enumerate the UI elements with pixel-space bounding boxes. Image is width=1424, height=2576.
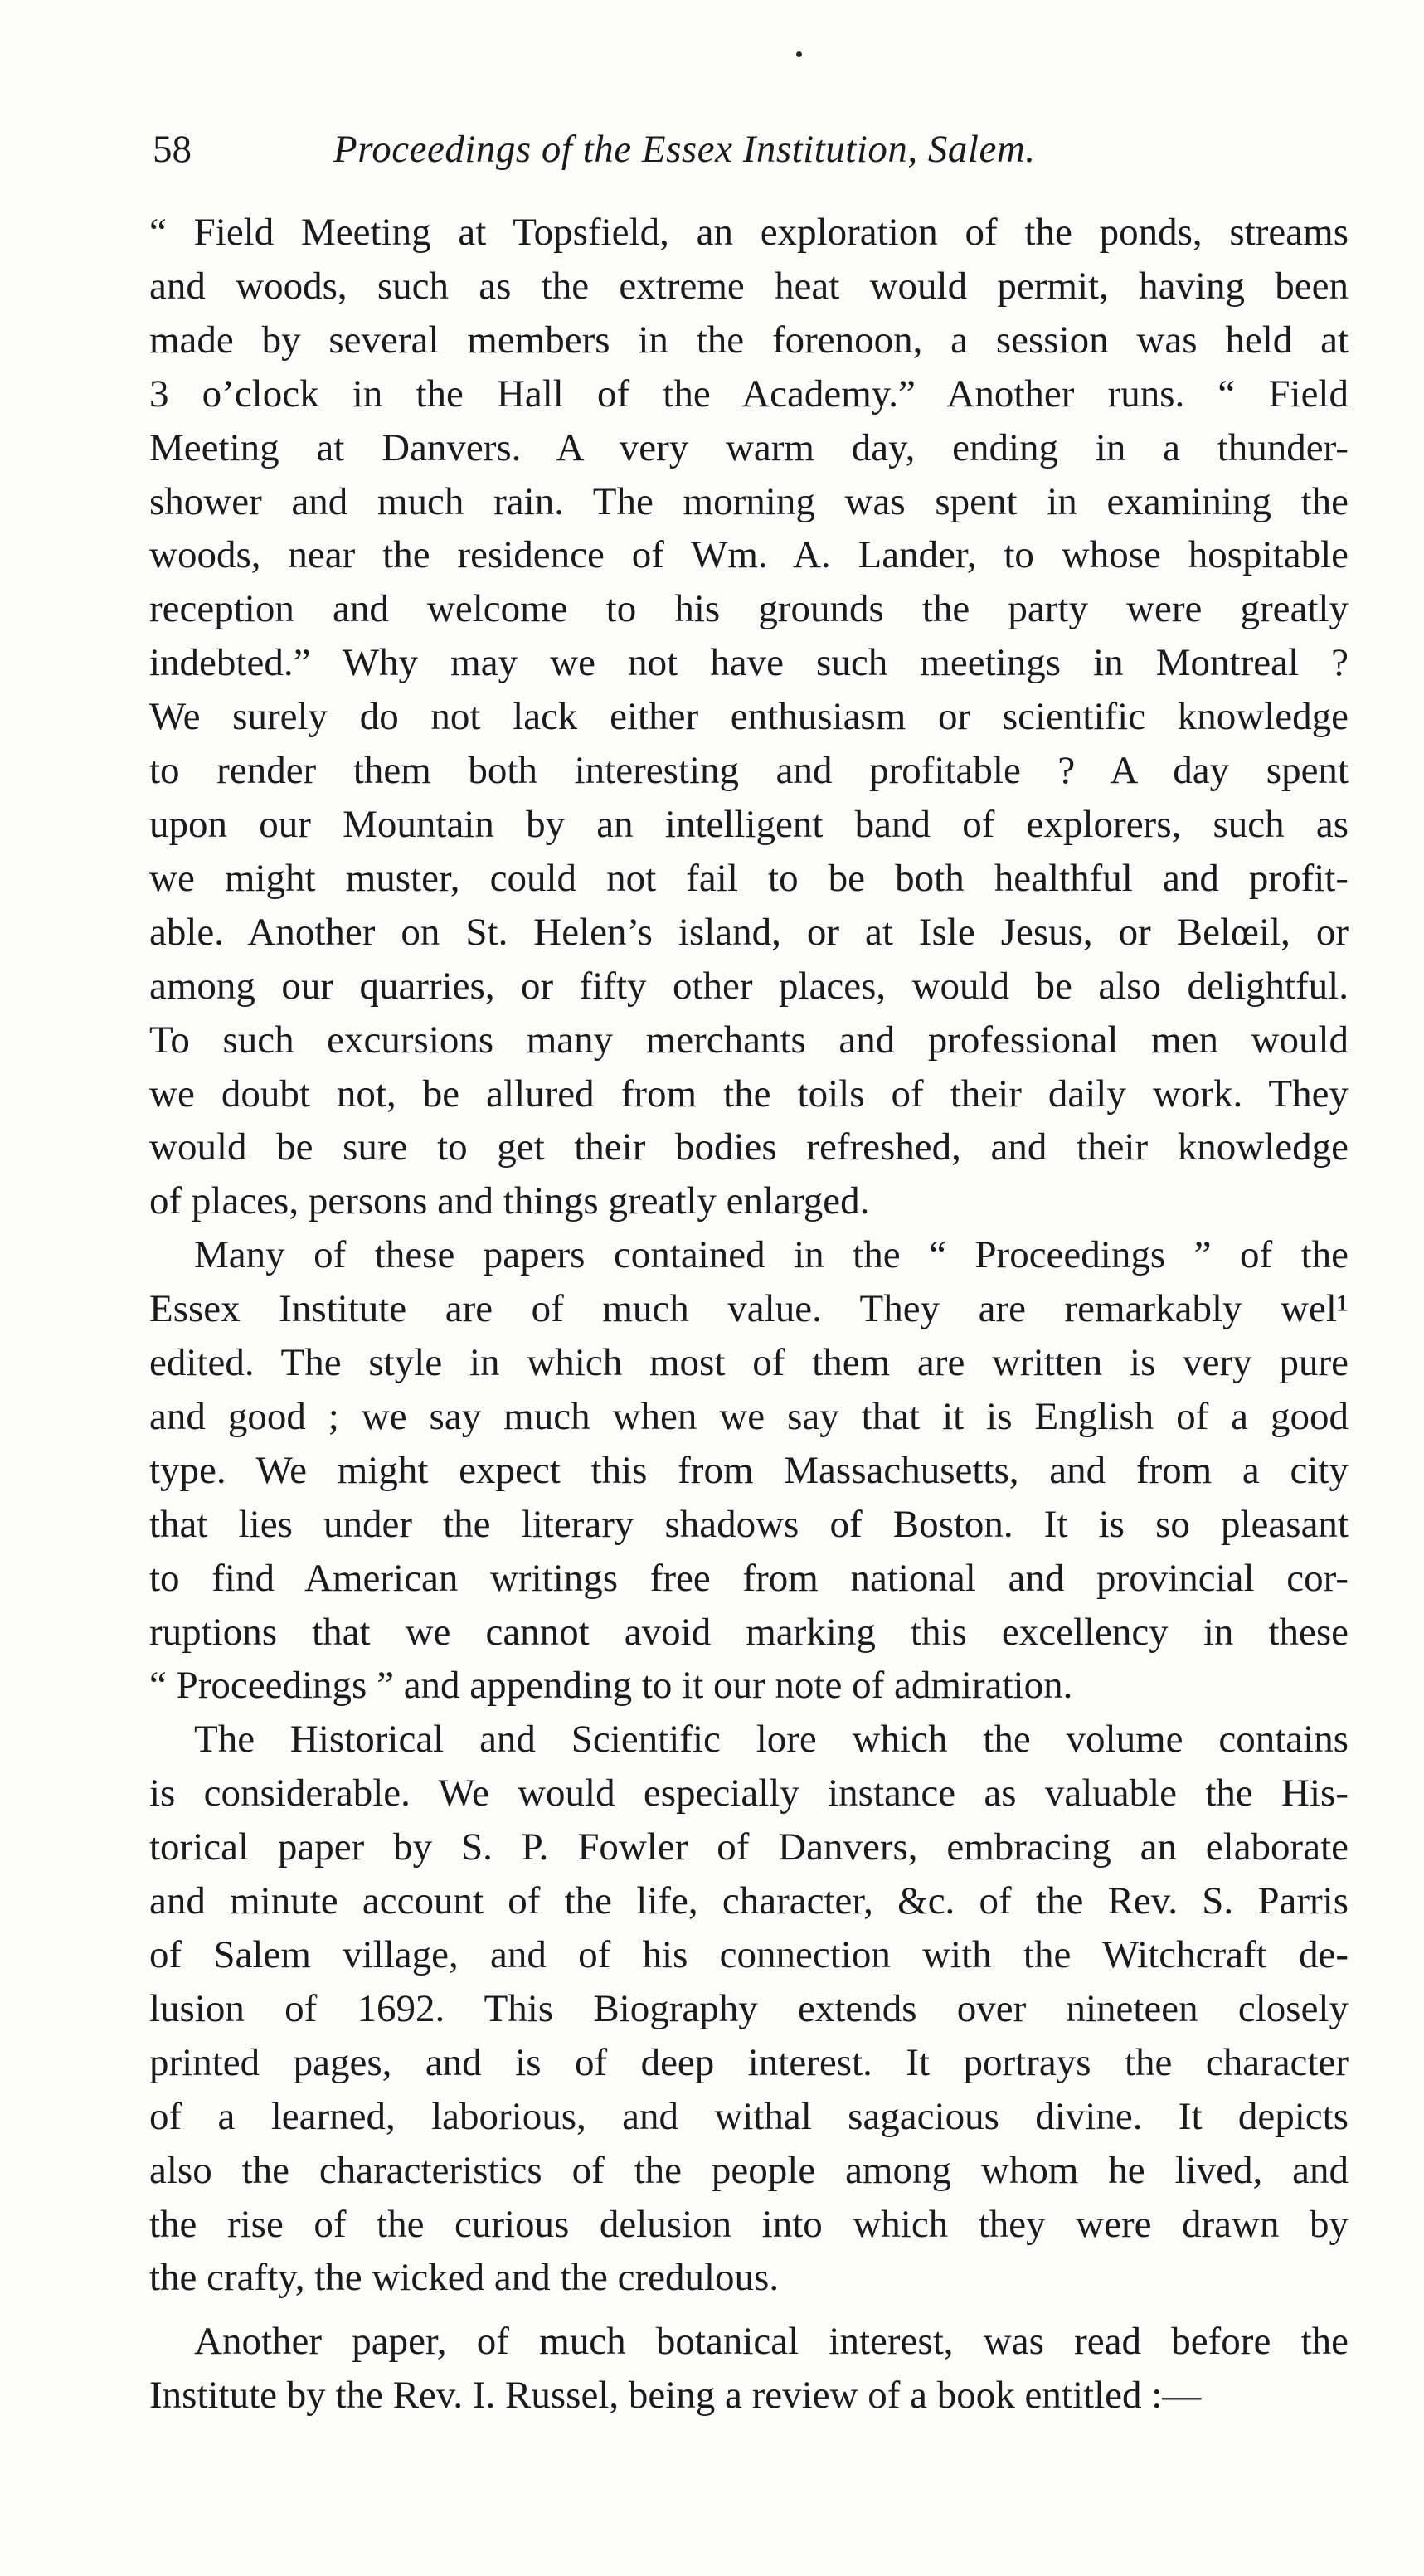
text-line: we doubt not, be allured from the toils of their daily work. They bbox=[149, 1072, 1349, 1115]
page-header bbox=[153, 116, 1352, 182]
text-line: lusion of 1692. This Biography extends over nineteen closely bbox=[149, 1986, 1349, 2030]
text-line: to render them both interesting and profitable ? A day spent bbox=[149, 749, 1349, 793]
text-line: the rise of the curious delusion into which they were drawn by bbox=[149, 2202, 1349, 2246]
text-line: the crafty, the wicked and the credulous. bbox=[149, 2256, 780, 2300]
text-line: shower and much rain. The morning was spent in examining the bbox=[149, 479, 1349, 523]
text-line: Many of these papers contained in the “ Proceedings ” of the bbox=[194, 1233, 1349, 1277]
text-line: indebted.” Why may we not have such meetings in Montreal ? bbox=[149, 641, 1349, 685]
text-line: is considerable. We would especially instance as valuable the His- bbox=[149, 1772, 1349, 1815]
text-line: made by several members in the forenoon, a session was held at bbox=[149, 318, 1349, 362]
text-line: among our quarries, or fifty other places, would be also delightful. bbox=[149, 964, 1349, 1008]
text-line: We surely do not lack either enthusiasm or scientific knowledge bbox=[149, 695, 1349, 739]
text-line: edited. The style in which most of them are written is very pure bbox=[149, 1341, 1349, 1385]
text-line: of Salem village, and of his connection with the Witchcraft de- bbox=[149, 1933, 1349, 1976]
text-line: that lies under the literary shadows of Boston. It is so pleasant bbox=[149, 1502, 1349, 1546]
text-line: Essex Institute are of much value. They are remarkably wel¹ bbox=[149, 1287, 1349, 1331]
text-line: The Historical and Scientific lore which the volume contains bbox=[194, 1718, 1349, 1762]
text-line: To such excursions many merchants and professional men would bbox=[149, 1018, 1349, 1062]
text-line: of a learned, laborious, and withal sagacious divine. It depicts bbox=[149, 2094, 1349, 2138]
text-line: reception and welcome to his grounds the party were greatly bbox=[149, 587, 1349, 631]
text-line: of places, persons and things greatly enlarged. bbox=[149, 1179, 870, 1223]
running-title: Proceedings of the Essex Institution, Salem. bbox=[333, 128, 1036, 171]
text-line: and minute account of the life, character, &c. of the Rev. S. Parris bbox=[149, 1879, 1349, 1923]
text-line: upon our Mountain by an intelligent band of explorers, such as bbox=[149, 802, 1349, 846]
text-line: also the characteristics of the people among whom he lived, and bbox=[149, 2148, 1349, 2192]
paragraph-quote-continuation bbox=[149, 206, 1349, 1228]
text-line: able. Another on St. Helen’s island, or at Isle Jesus, or Belœil, or bbox=[149, 910, 1349, 954]
text-line: Meeting at Danvers. A very warm day, ending in a thunder- bbox=[149, 425, 1349, 469]
text-line: “ Field Meeting at Topsfield, an exploration of the ponds, streams bbox=[149, 211, 1349, 254]
page-number: 58 bbox=[153, 128, 192, 171]
text-line: ruptions that we cannot avoid marking this excellency in these bbox=[149, 1610, 1349, 1654]
text-line: and woods, such as the extreme heat would permit, having been bbox=[149, 264, 1349, 308]
text-line: torical paper by S. P. Fowler of Danvers, embracing an elaborate bbox=[149, 1825, 1349, 1869]
paragraph-historical-lore bbox=[149, 1713, 1349, 2305]
text-line: printed pages, and is of deep interest. It portrays the character bbox=[149, 2040, 1349, 2084]
text-line: we might muster, could not fail to be both healthful and profit- bbox=[149, 856, 1349, 900]
paragraph-proceedings-value bbox=[149, 1228, 1349, 1713]
print-speck bbox=[796, 51, 802, 57]
text-line: type. We might expect this from Massachusetts, and from a city bbox=[149, 1448, 1349, 1492]
paragraph-botanical-paper bbox=[149, 2315, 1349, 2423]
text-line: Another paper, of much botanical interest, was read before the bbox=[194, 2320, 1349, 2364]
text-line: Institute by the Rev. I. Russel, being a review of a book entitled :— bbox=[149, 2374, 1202, 2418]
text-line: woods, near the residence of Wm. A. Lander, to whose hospitable bbox=[149, 533, 1349, 577]
text-line: 3 o’clock in the Hall of the Academy.” Another runs. “ Field bbox=[149, 372, 1349, 416]
body-text bbox=[149, 206, 1349, 2423]
text-line: to find American writings free from national and provincial cor- bbox=[149, 1556, 1349, 1600]
text-line: and good ; we say much when we say that it is English of a good bbox=[149, 1394, 1349, 1438]
text-line: would be sure to get their bodies refreshed, and their knowledge bbox=[149, 1125, 1349, 1169]
text-line: “ Proceedings ” and appending to it our note of admiration. bbox=[149, 1664, 1073, 1708]
